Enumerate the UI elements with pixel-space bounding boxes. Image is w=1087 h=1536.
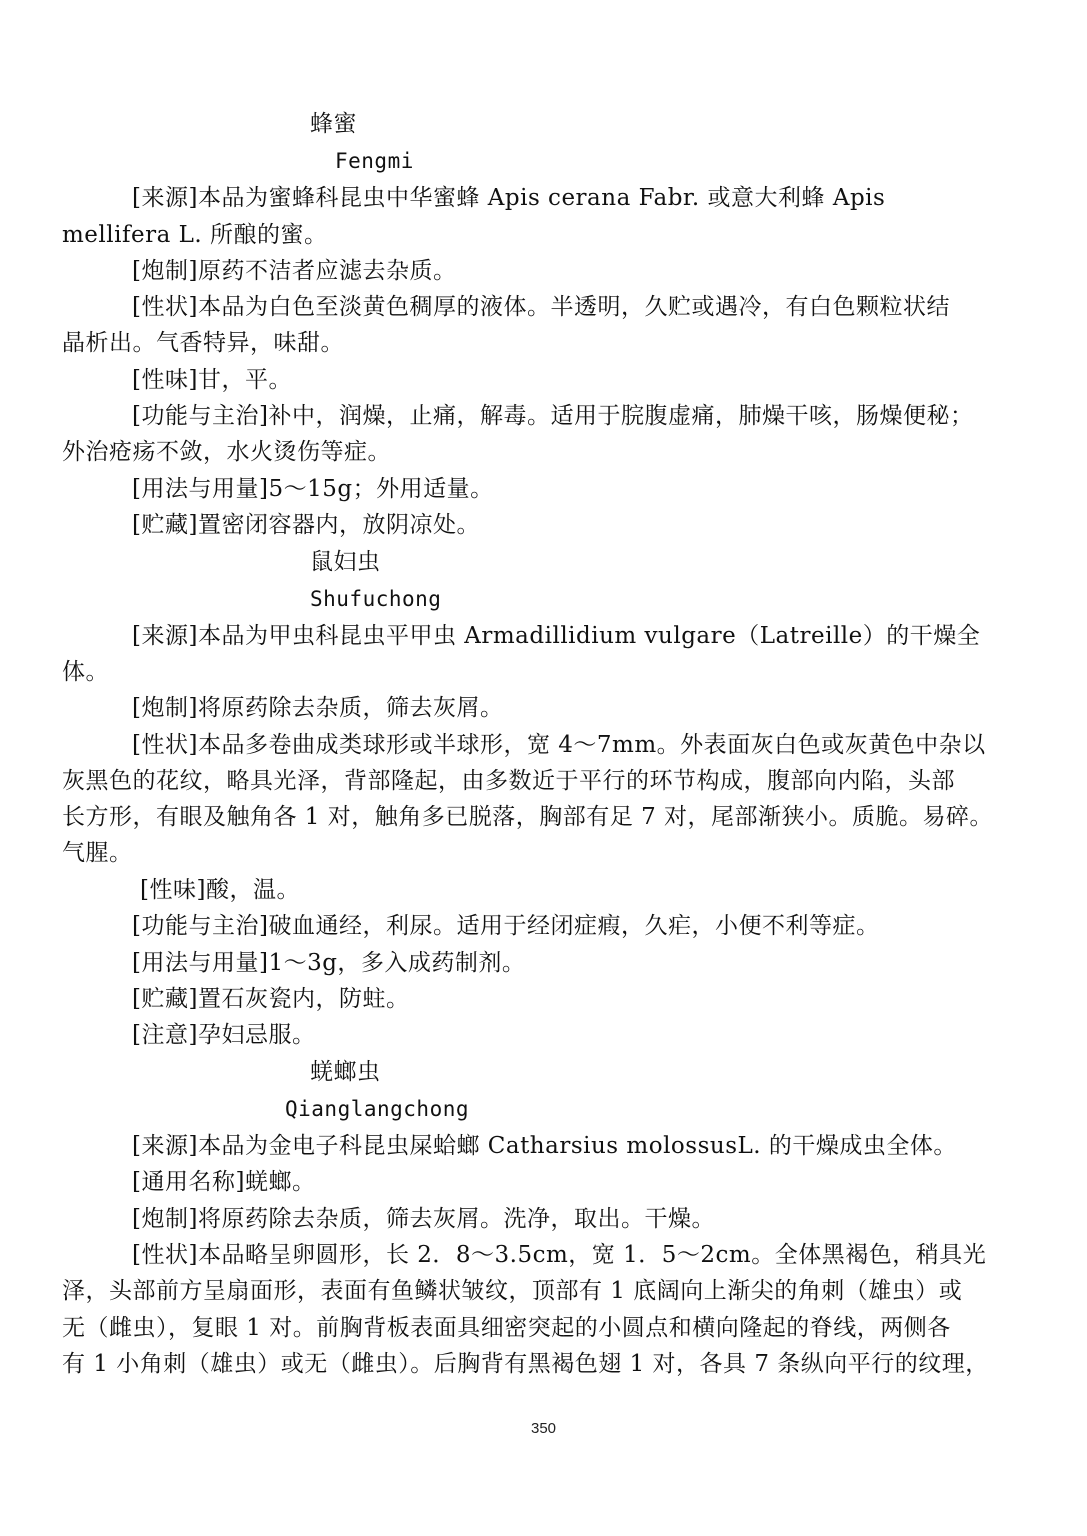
- text-line: [性状]本品略呈卵圆形，长 2．8～3.5cm，宽 1．5～2cm。全体黑褐色，稍具光: [132, 1242, 987, 1268]
- text-line: [用法与用量]5～15g；外用适量。: [132, 476, 494, 502]
- text-line: mellifera L. 所酿的蜜。: [62, 222, 328, 248]
- text-line: 灰黑色的花纹，略具光泽，背部隆起，由多数近于平行的环节构成，腹部向内陷，头部: [62, 768, 955, 794]
- entry-title: 蜂蜜: [310, 111, 357, 137]
- entry-pinyin: Fengmi: [335, 149, 414, 173]
- text-line: [来源]本品为甲虫科昆虫平甲虫 Armadillidium vulgare（Latreille）的干燥全: [132, 623, 981, 649]
- text-line: [注意]孕妇忌服。: [132, 1022, 316, 1048]
- text-line: 气腥。: [62, 840, 133, 866]
- text-line: [性状]本品多卷曲成类球形或半球形，宽 4～7mm。外表面灰白色或灰黄色中杂以: [132, 732, 986, 758]
- text-line: [通用名称]蜣螂。: [132, 1169, 316, 1195]
- text-line: 泽，头部前方呈扇面形，表面有鱼鳞状皱纹，顶部有 1 底阔向上渐尖的角刺（雄虫）或: [62, 1278, 963, 1304]
- text-line: 晶析出。气香特异，味甜。: [62, 330, 344, 356]
- entry-pinyin: Shufuchong: [310, 587, 442, 611]
- text-line: [来源]本品为金电子科昆虫屎蛤螂 Catharsius molossusL. 的干燥成虫全体。: [132, 1133, 957, 1159]
- text-line: 长方形，有眼及触角各 1 对，触角多已脱落，胸部有足 7 对，尾部渐狭小。质脆。易碎。: [62, 804, 994, 830]
- text-line: [性状]本品为白色至淡黄色稠厚的液体。半透明，久贮或遇冷，有白色颗粒状结: [132, 294, 950, 320]
- text-line: [炮制]将原药除去杂质，筛去灰屑。: [132, 695, 504, 721]
- text-line: [贮藏]置密闭容器内，放阴凉处。: [132, 512, 480, 538]
- text-line: 无（雌虫），复眼 1 对。前胸背板表面具细密突起的小圆点和横向隆起的脊线，两侧各: [62, 1315, 951, 1341]
- text-line: 外治疮疡不敛，水火烫伤等症。: [62, 439, 391, 465]
- text-line: [来源]本品为蜜蜂科昆虫中华蜜蜂 Apis cerana Fabr. 或意大利蜂 Apis: [132, 185, 886, 211]
- text-line: [功能与主治]补中，润燥，止痛，解毒。适用于脘腹虚痛，肺燥干咳，肠燥便秘；: [132, 403, 974, 429]
- page-number: 350: [530, 1420, 557, 1437]
- text-line: [性味]酸，温。: [140, 877, 300, 903]
- text-line: [炮制]原药不洁者应滤去杂质。: [132, 258, 457, 284]
- text-line: [性味]甘，平。: [132, 367, 292, 393]
- entry-title: 蜣螂虫: [310, 1059, 381, 1085]
- text-line: [用法与用量]1～3g，多入成药制剂。: [132, 950, 526, 976]
- entry-pinyin: Qianglangchong: [285, 1097, 470, 1121]
- text-line: 有 1 小角刺（雄虫）或无（雌虫）。后胸背有黑褐色翅 1 对，各具 7 条纵向平行的纹理，: [62, 1351, 989, 1377]
- text-line: [炮制]将原药除去杂质，筛去灰屑。洗净，取出。干燥。: [132, 1206, 715, 1232]
- text-line: [功能与主治]破血通经，利尿。适用于经闭症瘕，久疟，小便不利等症。: [132, 913, 880, 939]
- entry-title: 鼠妇虫: [310, 549, 381, 575]
- text-line: [贮藏]置石灰瓷内，防蛀。: [132, 986, 410, 1012]
- text-line: 体。: [62, 659, 109, 685]
